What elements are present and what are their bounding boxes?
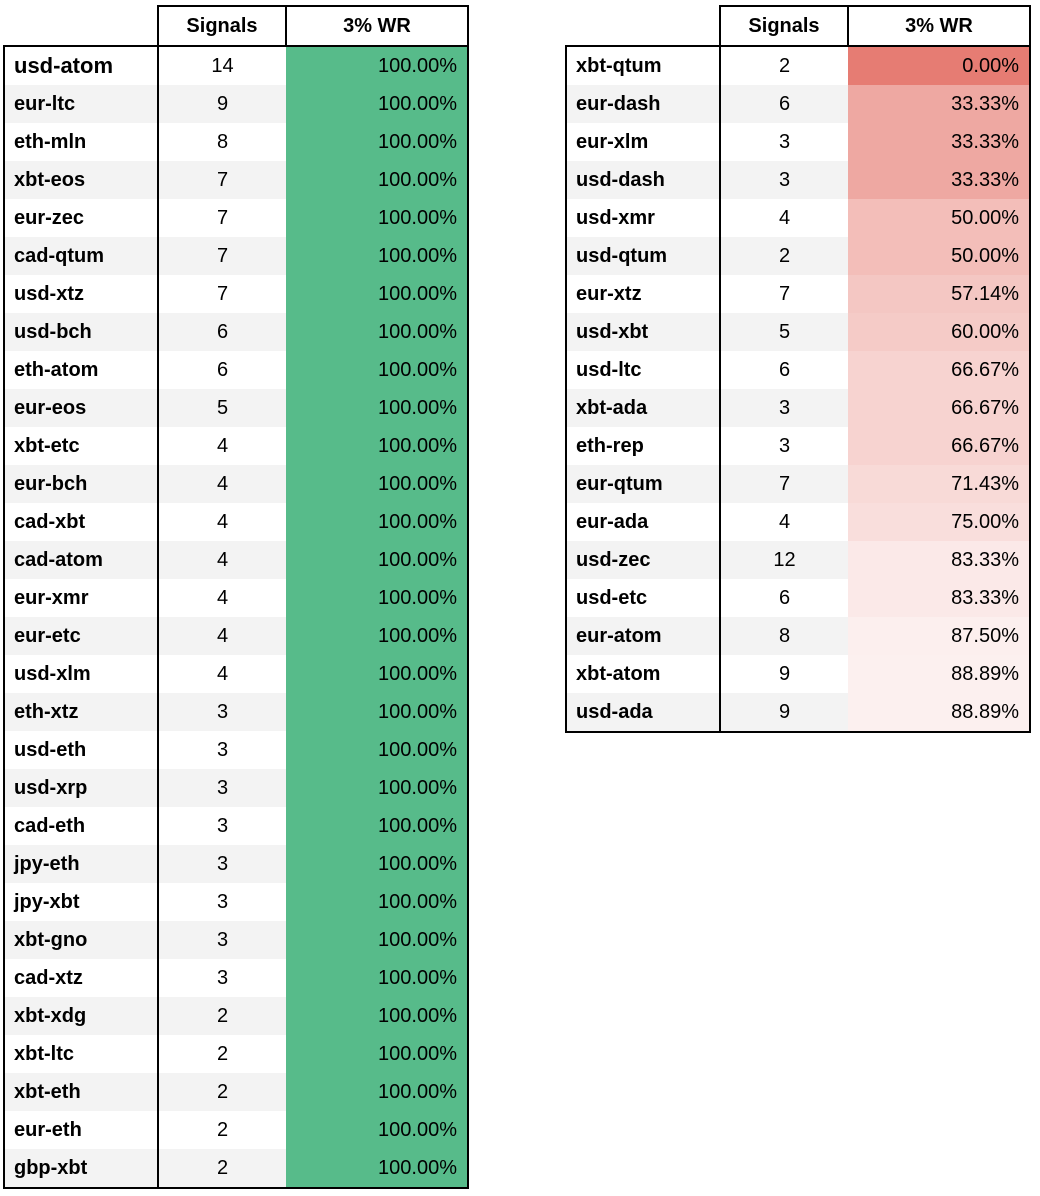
pair-cell[interactable]: usd-etc: [566, 579, 720, 617]
pair-cell[interactable]: xbt-ltc: [4, 1035, 158, 1073]
table-row: [566, 617, 1030, 655]
signals-cell[interactable]: 8: [720, 617, 848, 655]
wr-cell[interactable]: 33.33%: [848, 123, 1030, 161]
pair-cell[interactable]: usd-dash: [566, 161, 720, 199]
table-row: [566, 579, 1030, 617]
signals-cell[interactable]: 14: [158, 46, 286, 85]
signals-cell[interactable]: 3: [216, 890, 229, 913]
pair-cell[interactable]: jpy-eth: [4, 845, 158, 883]
table-row: [566, 693, 1030, 732]
wr-cell[interactable]: 100.00%: [286, 465, 468, 503]
wr-header-cell[interactable]: 3% WR: [848, 6, 1030, 46]
pair-cell[interactable]: eur-ltc: [4, 85, 158, 123]
wr-cell[interactable]: 100.00%: [286, 275, 468, 313]
pair-cell[interactable]: cad-atom: [4, 541, 158, 579]
winning-pairs-table: [3, 5, 469, 1189]
pair-cell[interactable]: eur-eth: [4, 1111, 158, 1149]
pair-cell[interactable]: xbt-eth: [4, 1073, 158, 1111]
signals-cell[interactable]: 6: [158, 313, 286, 351]
table-row: [4, 1111, 468, 1149]
table-row: [4, 313, 468, 351]
signals-cell[interactable]: 3: [778, 130, 791, 153]
pair-cell[interactable]: eur-atom: [566, 617, 720, 655]
table-row: [4, 465, 468, 503]
signals-cell[interactable]: 4: [778, 206, 791, 229]
pair-cell[interactable]: xbt-qtum: [566, 46, 720, 85]
wr-cell[interactable]: 100.00%: [286, 199, 468, 237]
table-row: [566, 85, 1030, 123]
wr-cell[interactable]: 88.89%: [848, 693, 1030, 732]
header-row: [566, 6, 1030, 46]
signals-cell[interactable]: 6: [216, 358, 229, 381]
wr-cell[interactable]: 100.00%: [286, 1111, 468, 1149]
wr-cell[interactable]: 0.00%: [848, 46, 1030, 85]
wr-cell[interactable]: 83.33%: [848, 579, 1030, 617]
signals-cell[interactable]: 2: [720, 237, 848, 275]
signals-cell[interactable]: 3: [720, 389, 848, 427]
table-row: [4, 807, 468, 845]
pair-cell[interactable]: eur-ada: [566, 503, 720, 541]
wr-cell[interactable]: 100.00%: [286, 617, 468, 655]
signals-cell[interactable]: 3: [158, 921, 286, 959]
wr-cell[interactable]: 100.00%: [286, 313, 468, 351]
signals-cell[interactable]: 4: [216, 434, 229, 457]
pair-cell[interactable]: usd-xbt: [566, 313, 720, 351]
pair-cell[interactable]: usd-bch: [4, 313, 158, 351]
signals-cell[interactable]: 3: [216, 814, 229, 837]
wr-cell[interactable]: 57.14%: [848, 275, 1030, 313]
signals-cell[interactable]: 12: [720, 541, 848, 579]
wr-cell[interactable]: 100.00%: [286, 921, 468, 959]
table-row: [4, 693, 468, 731]
pair-cell[interactable]: eur-zec: [4, 199, 158, 237]
wr-cell[interactable]: 100.00%: [286, 731, 468, 769]
wr-cell[interactable]: 50.00%: [848, 237, 1030, 275]
signals-cell[interactable]: 3: [216, 738, 229, 761]
pair-cell[interactable]: eur-xtz: [566, 275, 720, 313]
empty-corner-cell: [4, 6, 158, 46]
signals-cell[interactable]: 3: [158, 845, 286, 883]
table-row: [4, 427, 468, 465]
table-row: [4, 275, 468, 313]
pair-cell[interactable]: jpy-xbt: [4, 883, 158, 921]
table-row: [4, 579, 468, 617]
pair-cell[interactable]: usd-ada: [566, 693, 720, 732]
signals-cell[interactable]: 4: [158, 465, 286, 503]
pair-cell[interactable]: cad-xtz: [4, 959, 158, 997]
table-row: [4, 351, 468, 389]
table-row: [4, 1035, 468, 1073]
signals-cell[interactable]: 3: [778, 434, 791, 457]
pair-cell[interactable]: usd-xmr: [566, 199, 720, 237]
wr-cell[interactable]: 100.00%: [286, 883, 468, 921]
signals-cell[interactable]: 3: [720, 161, 848, 199]
wr-cell[interactable]: 66.67%: [848, 351, 1030, 389]
signals-cell[interactable]: 4: [216, 510, 229, 533]
table-row: [4, 959, 468, 997]
table-row: [4, 883, 468, 921]
pair-cell[interactable]: eur-dash: [566, 85, 720, 123]
signals-cell[interactable]: 3: [158, 693, 286, 731]
signals-cell[interactable]: 7: [158, 237, 286, 275]
pair-cell[interactable]: usd-atom: [4, 46, 158, 85]
table-row: [4, 161, 468, 199]
pair-cell[interactable]: eth-rep: [566, 427, 720, 465]
table-row: [4, 997, 468, 1035]
pair-cell[interactable]: eur-eos: [4, 389, 158, 427]
pair-cell[interactable]: cad-qtum: [4, 237, 158, 275]
table-row: [4, 389, 468, 427]
signals-cell[interactable]: 7: [778, 282, 791, 305]
wr-cell[interactable]: 88.89%: [848, 655, 1030, 693]
signals-cell[interactable]: 2: [216, 1118, 229, 1141]
table-row: [4, 1073, 468, 1111]
pair-cell[interactable]: xbt-atom: [566, 655, 720, 693]
winning-pairs-body: [4, 46, 468, 1188]
table-row: [4, 921, 468, 959]
wr-cell[interactable]: 100.00%: [286, 1073, 468, 1111]
pair-cell[interactable]: eur-qtum: [566, 465, 720, 503]
wr-cell[interactable]: 100.00%: [286, 503, 468, 541]
pair-cell[interactable]: eur-etc: [4, 617, 158, 655]
wr-cell[interactable]: 100.00%: [286, 1149, 468, 1188]
signals-cell[interactable]: 9: [778, 662, 791, 685]
wr-cell[interactable]: 83.33%: [848, 541, 1030, 579]
pair-cell[interactable]: xbt-etc: [4, 427, 158, 465]
table-row: [566, 389, 1030, 427]
signals-cell[interactable]: 2: [158, 1073, 286, 1111]
table-row: [4, 1149, 468, 1188]
wr-cell[interactable]: 50.00%: [848, 199, 1030, 237]
pair-cell[interactable]: usd-zec: [566, 541, 720, 579]
pair-cell[interactable]: usd-eth: [4, 731, 158, 769]
wr-cell[interactable]: 100.00%: [286, 959, 468, 997]
table-row: [4, 46, 468, 85]
pair-cell[interactable]: gbp-xbt: [4, 1149, 158, 1188]
wr-cell[interactable]: 71.43%: [848, 465, 1030, 503]
table-row: [566, 313, 1030, 351]
signals-cell[interactable]: 4: [158, 617, 286, 655]
signals-cell[interactable]: 4: [158, 541, 286, 579]
wr-cell[interactable]: 66.67%: [848, 427, 1030, 465]
pair-cell[interactable]: xbt-xdg: [4, 997, 158, 1035]
wr-cell[interactable]: 100.00%: [286, 237, 468, 275]
pair-cell[interactable]: cad-eth: [4, 807, 158, 845]
wr-cell[interactable]: 100.00%: [286, 427, 468, 465]
pair-cell[interactable]: xbt-gno: [4, 921, 158, 959]
wr-cell[interactable]: 100.00%: [286, 389, 468, 427]
wr-cell[interactable]: 33.33%: [848, 161, 1030, 199]
pair-cell[interactable]: cad-xbt: [4, 503, 158, 541]
pair-cell[interactable]: eur-xlm: [566, 123, 720, 161]
pair-cell[interactable]: usd-qtum: [566, 237, 720, 275]
table-row: [566, 237, 1030, 275]
signals-cell[interactable]: 7: [216, 206, 229, 229]
table-row: [566, 465, 1030, 503]
signals-cell[interactable]: 8: [216, 130, 229, 153]
table-row: [4, 617, 468, 655]
wr-cell[interactable]: 100.00%: [286, 85, 468, 123]
signals-cell[interactable]: 5: [720, 313, 848, 351]
signals-cell[interactable]: 6: [778, 586, 791, 609]
signals-cell[interactable]: 4: [778, 510, 791, 533]
table-row: [566, 199, 1030, 237]
signals-cell[interactable]: 4: [216, 662, 229, 685]
table-row: [566, 123, 1030, 161]
table-row: [566, 161, 1030, 199]
table-row: [4, 731, 468, 769]
pair-cell[interactable]: usd-ltc: [566, 351, 720, 389]
wr-cell[interactable]: 100.00%: [286, 123, 468, 161]
signals-cell[interactable]: 7: [158, 161, 286, 199]
table-row: [566, 46, 1030, 85]
signals-cell[interactable]: 9: [720, 693, 848, 732]
table-row: [566, 351, 1030, 389]
pair-cell[interactable]: eur-xmr: [4, 579, 158, 617]
signals-cell[interactable]: 6: [778, 358, 791, 381]
signals-header-cell[interactable]: Signals: [158, 6, 286, 46]
table-row: [4, 503, 468, 541]
table-row: [4, 769, 468, 807]
signals-cell[interactable]: 6: [720, 85, 848, 123]
table-row: [566, 503, 1030, 541]
signals-cell[interactable]: 5: [158, 389, 286, 427]
pair-cell[interactable]: usd-xtz: [4, 275, 158, 313]
table-row: [566, 427, 1030, 465]
table-row: [566, 541, 1030, 579]
pair-cell[interactable]: xbt-eos: [4, 161, 158, 199]
pair-cell[interactable]: xbt-ada: [566, 389, 720, 427]
signals-cell[interactable]: 2: [720, 46, 848, 85]
empty-corner-cell: [566, 6, 720, 46]
table-row: [566, 275, 1030, 313]
signals-cell[interactable]: 2: [158, 997, 286, 1035]
wr-cell[interactable]: 100.00%: [286, 769, 468, 807]
wr-cell[interactable]: 100.00%: [286, 351, 468, 389]
wr-cell[interactable]: 87.50%: [848, 617, 1030, 655]
table-row: [4, 85, 468, 123]
wr-cell[interactable]: 100.00%: [286, 1035, 468, 1073]
signals-cell[interactable]: 7: [216, 282, 229, 305]
table-row: [4, 541, 468, 579]
wr-cell[interactable]: 100.00%: [286, 579, 468, 617]
signals-cell[interactable]: 3: [158, 769, 286, 807]
wr-cell[interactable]: 100.00%: [286, 693, 468, 731]
wr-cell[interactable]: 100.00%: [286, 161, 468, 199]
wr-cell[interactable]: 100.00%: [286, 807, 468, 845]
pair-cell[interactable]: eth-atom: [4, 351, 158, 389]
wr-cell[interactable]: 75.00%: [848, 503, 1030, 541]
wr-cell[interactable]: 60.00%: [848, 313, 1030, 351]
signals-cell[interactable]: 2: [216, 1042, 229, 1065]
wr-cell[interactable]: 66.67%: [848, 389, 1030, 427]
losing-pairs-body: [566, 46, 1030, 732]
signals-cell[interactable]: 2: [158, 1149, 286, 1188]
table-row: [4, 845, 468, 883]
wr-cell[interactable]: 33.33%: [848, 85, 1030, 123]
pair-cell[interactable]: eth-xtz: [4, 693, 158, 731]
signals-header-cell[interactable]: Signals: [720, 6, 848, 46]
table-row: [4, 237, 468, 275]
losing-pairs-table: [565, 5, 1031, 733]
header-row: [4, 6, 468, 46]
table-row: [4, 199, 468, 237]
table-row: [4, 655, 468, 693]
wr-cell[interactable]: 100.00%: [286, 655, 468, 693]
pair-cell[interactable]: eth-mln: [4, 123, 158, 161]
signals-cell[interactable]: 4: [216, 586, 229, 609]
table-row: [4, 123, 468, 161]
wr-header-cell[interactable]: 3% WR: [286, 6, 468, 46]
signals-cell[interactable]: 3: [216, 966, 229, 989]
table-row: [566, 655, 1030, 693]
wr-cell[interactable]: 100.00%: [286, 845, 468, 883]
wr-cell[interactable]: 100.00%: [286, 541, 468, 579]
wr-cell[interactable]: 100.00%: [286, 46, 468, 85]
signals-cell[interactable]: 9: [158, 85, 286, 123]
pair-cell[interactable]: usd-xlm: [4, 655, 158, 693]
pair-cell[interactable]: eur-bch: [4, 465, 158, 503]
wr-cell[interactable]: 100.00%: [286, 997, 468, 1035]
pair-cell[interactable]: usd-xrp: [4, 769, 158, 807]
signals-cell[interactable]: 7: [720, 465, 848, 503]
